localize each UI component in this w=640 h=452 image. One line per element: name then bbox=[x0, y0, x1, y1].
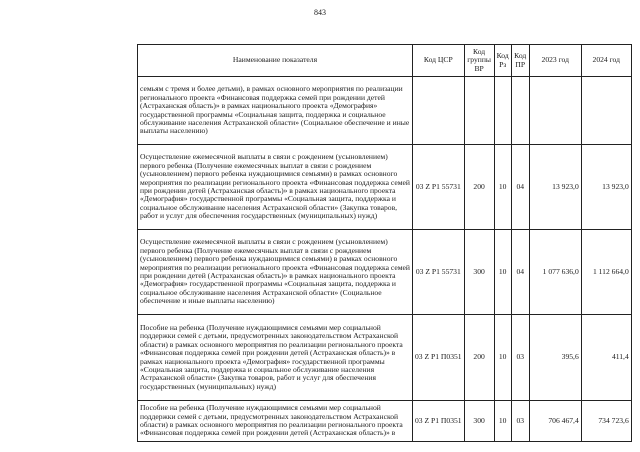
cell-csr: 03 Z P1 П0351 bbox=[412, 401, 464, 442]
header-pr-line: ПР bbox=[515, 59, 526, 69]
header-vr-line: группы bbox=[467, 55, 492, 65]
cell-description bbox=[138, 77, 413, 145]
cell-vr: 200 bbox=[464, 145, 494, 230]
description-line: поддержки семей с детьми, предусмотренных законодательством Астраханской bbox=[140, 331, 399, 341]
header-rz-line: Код bbox=[496, 51, 509, 61]
cell-pr: 04 bbox=[511, 230, 529, 315]
header-2023: 2023 год bbox=[529, 45, 581, 77]
description-line: социальное обслуживание населения Астраханской области» (Социальное bbox=[140, 287, 382, 297]
cell-pr: 03 bbox=[511, 401, 529, 442]
cell-2024: 734 723,6 bbox=[581, 401, 631, 442]
header-vr bbox=[464, 45, 494, 77]
cell-rz bbox=[494, 77, 511, 145]
description-line: Пособие на ребенка (Получение нуждающимися семьями мер социальной bbox=[140, 403, 381, 413]
header-name: Наименование показателя bbox=[138, 45, 413, 77]
description-line: обслуживание населения Астраханской области» (Социальное обеспечение и иные bbox=[140, 117, 410, 127]
header-pr-line: Код bbox=[514, 51, 527, 61]
cell-rz: 10 bbox=[494, 145, 511, 230]
description-line: при рождении детей (Астраханская область)» в рамках национального проекта bbox=[140, 271, 396, 280]
cell-pr: 04 bbox=[511, 145, 529, 230]
description-line: «Демография» государственной программы «Социальная защита, поддержка и bbox=[140, 194, 396, 204]
cell-2023: 706 467,4 bbox=[529, 401, 581, 442]
header-row bbox=[138, 45, 632, 77]
description-line: мероприятия по реализации регионального проекта «Финансовая поддержка семей bbox=[140, 177, 410, 187]
cell-2023: 13 923,0 bbox=[529, 145, 581, 230]
header-rz bbox=[494, 45, 511, 77]
description-line: (усыновлением) первого ребенка нуждающимися семьями) в рамках основного bbox=[140, 254, 398, 264]
description-line: регионального проекта «Финансовая поддержка семей при рождении детей bbox=[140, 92, 385, 102]
description-line: Осуществление ежемесячной выплаты в связи с рождением (усыновлением) bbox=[140, 237, 388, 247]
cell-vr: 300 bbox=[464, 230, 494, 315]
header-rz-line: Рз bbox=[499, 59, 507, 69]
description-line: Осуществление ежемесячной выплаты в связи с рождением (усыновлением) bbox=[140, 152, 388, 162]
description-line: семьям с тремя и более детьми), в рамках основного мероприятия по реализации bbox=[140, 84, 403, 94]
cell-vr: 300 bbox=[464, 401, 494, 442]
description-line: поддержки семей с детьми, предусмотренных законодательством Астраханской bbox=[140, 411, 399, 421]
description-line: «Демография» государственной программы «Социальная защита, поддержка и bbox=[140, 279, 396, 289]
description-line: первого ребенка (Получение ежемесячных выплат в связи с рождением bbox=[140, 245, 372, 255]
description-line: первого ребенка (Получение ежемесячных выплат в связи с рождением bbox=[140, 160, 372, 170]
cell-2024: 411,4 bbox=[581, 315, 631, 401]
cell-2024 bbox=[581, 77, 631, 145]
header-2024: 2024 год bbox=[581, 45, 631, 77]
description-line: (усыновлением) первого ребенка нуждающимися семьями) в рамках основного bbox=[140, 169, 398, 179]
cell-rz: 10 bbox=[494, 230, 511, 315]
description-line: Пособие на ребенка (Получение нуждающимися семьями мер социальной bbox=[140, 322, 381, 332]
cell-description bbox=[138, 315, 413, 401]
description-line: «Финансовая поддержка семей при рождении детей (Астраханская область)» в bbox=[140, 348, 396, 358]
table-row bbox=[138, 77, 632, 145]
description-line: рамках национального проекта «Демография» государственной программы bbox=[140, 356, 385, 366]
cell-vr bbox=[464, 77, 494, 145]
cell-csr: 03 Z P1 П0351 bbox=[412, 315, 464, 401]
description-line: «Финансовая поддержка семей при рождении детей (Астраханская область)» в bbox=[140, 428, 396, 438]
cell-rz: 10 bbox=[494, 315, 511, 401]
header-vr-line: Код bbox=[473, 46, 486, 56]
description-line: (Астраханская область)» в рамках национального проекта «Демография» bbox=[140, 101, 378, 111]
header-csr: Код ЦСР bbox=[412, 45, 464, 77]
table-row bbox=[138, 230, 632, 315]
cell-pr: 03 bbox=[511, 315, 529, 401]
description-line: выплаты населению) bbox=[140, 126, 208, 136]
description-line: обеспечение и иные выплаты населению) bbox=[140, 296, 275, 306]
cell-description bbox=[138, 401, 413, 442]
description-line: социальное обслуживание населения Астраханской области» (Закупка товаров, bbox=[140, 202, 398, 212]
description-line: работ и услуг для обеспечения государственных (муниципальных) нужд) bbox=[140, 211, 378, 221]
description-line: «Социальная защита, поддержка и социальное обслуживание населения bbox=[140, 364, 375, 374]
cell-pr bbox=[511, 77, 529, 145]
header-vr-line: ВР bbox=[474, 63, 484, 73]
cell-2023: 1 077 636,0 bbox=[529, 230, 581, 315]
cell-2024: 1 112 664,0 bbox=[581, 230, 631, 315]
cell-vr: 200 bbox=[464, 315, 494, 401]
budget-table bbox=[137, 44, 632, 442]
description-line: государственных (муниципальных) нужд) bbox=[140, 381, 276, 391]
cell-2023 bbox=[529, 77, 581, 145]
description-line: мероприятия по реализации регионального проекта «Финансовая поддержка семей bbox=[140, 262, 410, 272]
table-row bbox=[138, 401, 632, 442]
description-line: Астраханской области» (Закупка товаров, работ и услуг для обеспечения bbox=[140, 373, 376, 383]
header-pr bbox=[511, 45, 529, 77]
table-row bbox=[138, 315, 632, 401]
description-line: государственной программы «Социальная защита, поддержка и социальное bbox=[140, 109, 386, 119]
cell-csr bbox=[412, 77, 464, 145]
description-line: области) в рамках основного мероприятия по реализации регионального проекта bbox=[140, 420, 403, 429]
description-line: при рождении детей (Астраханская область)» в рамках национального проекта bbox=[140, 186, 396, 195]
cell-2024: 13 923,0 bbox=[581, 145, 631, 230]
cell-csr: 03 Z P1 55731 bbox=[412, 230, 464, 315]
page-number: 843 bbox=[314, 8, 326, 17]
cell-rz: 10 bbox=[494, 401, 511, 442]
table-row bbox=[138, 145, 632, 230]
cell-description bbox=[138, 230, 413, 315]
cell-csr: 03 Z P1 55731 bbox=[412, 145, 464, 230]
cell-2023: 395,6 bbox=[529, 315, 581, 401]
cell-description bbox=[138, 145, 413, 230]
description-line: области) в рамках основного мероприятия по реализации регионального проекта bbox=[140, 339, 403, 349]
